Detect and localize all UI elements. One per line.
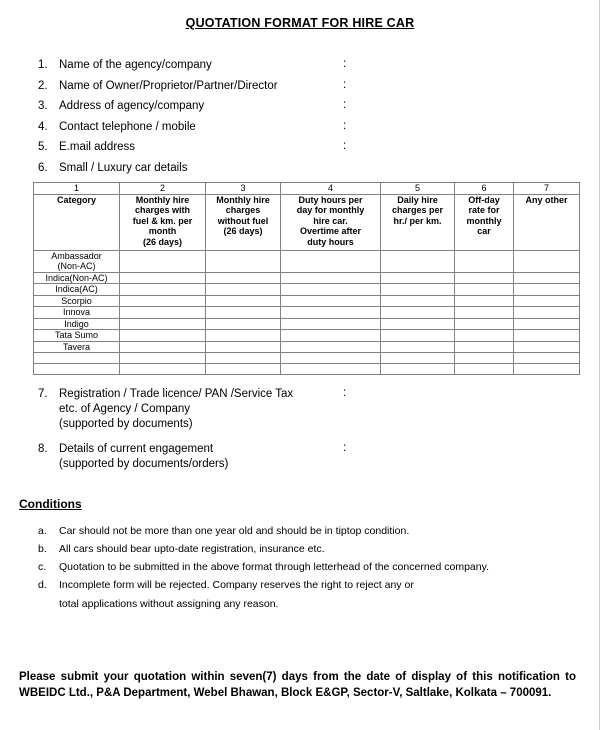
header-line: Overtime after (299, 226, 362, 236)
table-cell[interactable] (281, 272, 381, 284)
header-line: duty hours (307, 236, 354, 247)
item-colon: : (343, 79, 347, 91)
table-cell[interactable] (514, 295, 580, 307)
table-cell[interactable] (455, 284, 514, 296)
table-cell[interactable] (120, 318, 206, 330)
row-category: Indica(Non-AC) (34, 272, 120, 284)
table-cell[interactable] (206, 318, 281, 330)
header-line: Category (56, 194, 96, 205)
table-cell[interactable] (381, 307, 455, 319)
item-number: 6. (38, 162, 48, 174)
table-cell[interactable] (281, 318, 381, 330)
header-line: month (148, 226, 177, 236)
table-cell[interactable] (281, 353, 381, 364)
item-label: Address of agency/company (59, 100, 205, 112)
table-cell[interactable] (381, 250, 455, 272)
item-colon: : (343, 140, 347, 152)
item-colon: : (343, 387, 347, 399)
row-category: Tata Sumo (34, 330, 120, 342)
item-colon: : (343, 58, 347, 70)
column-number: 2 (120, 183, 206, 195)
row-category (34, 250, 120, 272)
table-row (34, 284, 580, 296)
item-colon: : (343, 442, 347, 454)
item-number: 1. (38, 59, 48, 71)
item-label-line: (supported by documents) (59, 418, 193, 430)
item-label-block (59, 387, 293, 432)
header-line: Duty hours per (298, 194, 363, 205)
table-cell[interactable] (381, 295, 455, 307)
table-cell[interactable] (120, 250, 206, 272)
table-cell[interactable] (206, 353, 281, 364)
item-label: Name of Owner/Proprietor/Partner/Director (59, 80, 278, 92)
category-line: Ambassador (51, 250, 102, 261)
table-row (34, 250, 580, 272)
condition-text: Quotation to be submitted in the above format through letterhead of the concerned company. (59, 561, 489, 573)
table-cell[interactable] (514, 250, 580, 272)
header-line: (26 days) (142, 236, 183, 247)
table-cell[interactable] (120, 284, 206, 296)
header-line: fuel & km. per (132, 215, 193, 226)
header-line: charges with (134, 205, 190, 215)
table-row (34, 307, 580, 319)
table-cell[interactable] (206, 330, 281, 342)
header-line: day for monthly (296, 205, 365, 215)
table-cell[interactable] (381, 341, 455, 353)
table-cell[interactable] (514, 272, 580, 284)
condition-text: Incomplete form will be rejected. Company reserves the right to reject any or (59, 579, 414, 591)
table-cell[interactable] (514, 330, 580, 342)
table-cell[interactable] (206, 295, 281, 307)
car-details-table (33, 182, 580, 375)
page-title: QUOTATION FORMAT FOR HIRE CAR (185, 16, 415, 30)
condition-text: Car should not be more than one year old and should be in tiptop condition. (59, 525, 410, 537)
table-cell[interactable] (120, 364, 206, 375)
conditions-heading: Conditions (19, 497, 82, 511)
row-category[interactable] (34, 364, 120, 375)
table-cell[interactable] (455, 364, 514, 375)
header-duty-hours (281, 194, 381, 250)
row-category: Indigo (34, 318, 120, 330)
table-row (34, 330, 580, 342)
header-line: Daily hire (397, 194, 438, 205)
table-cell[interactable] (455, 250, 514, 272)
table-cell[interactable] (206, 284, 281, 296)
table-cell[interactable] (206, 341, 281, 353)
header-line: Monthly hire (216, 194, 270, 205)
table-cell[interactable] (120, 330, 206, 342)
table-cell[interactable] (281, 295, 381, 307)
table-cell[interactable] (381, 330, 455, 342)
column-number: 7 (514, 183, 580, 195)
table-cell[interactable] (281, 364, 381, 375)
header-monthly-with-fuel (120, 194, 206, 250)
column-number: 1 (34, 183, 120, 195)
table-cell[interactable] (455, 318, 514, 330)
table-cell[interactable] (514, 307, 580, 319)
table-cell[interactable] (455, 353, 514, 364)
condition-text: total applications without assigning any reason. (59, 598, 279, 610)
header-line: hr./ per km. (393, 215, 442, 226)
submission-notice: Please submit your quotation within seven(7) days from the date of display of this notification to WBEIDC Ltd., P&A Department, Webel Bhawan, Block E&GP, Sector-V, Saltlake, Kolkata – 700091. (19, 671, 576, 699)
item-label: Small / Luxury car details (59, 162, 188, 174)
row-category: Tavera (34, 341, 120, 353)
table-cell[interactable] (381, 284, 455, 296)
item-number: 7. (38, 388, 48, 400)
item-number: 2. (38, 80, 48, 92)
header-daily-hire (381, 194, 455, 250)
table-row (34, 353, 580, 364)
table-cell[interactable] (281, 330, 381, 342)
header-line: monthly (466, 215, 502, 226)
header-line: car (477, 226, 491, 236)
item-label-line: etc. of Agency / Company (59, 403, 191, 415)
table-cell[interactable] (455, 341, 514, 353)
table-cell[interactable] (120, 272, 206, 284)
category-line: (Non-AC) (57, 261, 96, 271)
table-cell[interactable] (120, 353, 206, 364)
condition-letter: c. (38, 561, 47, 573)
column-number: 3 (206, 183, 281, 195)
item-colon: : (343, 120, 347, 132)
condition-letter: b. (38, 543, 47, 555)
table-cell[interactable] (120, 307, 206, 319)
item-label-block (59, 442, 228, 472)
condition-letter: a. (38, 525, 47, 537)
header-line: hire car. (313, 215, 348, 226)
header-off-day-rate (455, 194, 514, 250)
table-cell[interactable] (455, 295, 514, 307)
condition-letter: d. (38, 579, 47, 591)
table-cell[interactable] (281, 250, 381, 272)
table-cell[interactable] (514, 318, 580, 330)
table-cell[interactable] (381, 353, 455, 364)
table-cell[interactable] (455, 307, 514, 319)
header-line: Any other (525, 194, 568, 205)
table-cell[interactable] (281, 284, 381, 296)
column-number: 4 (281, 183, 381, 195)
table-row (34, 364, 580, 375)
item-label-line: (supported by documents/orders) (59, 458, 229, 470)
item-label: Name of the agency/company (59, 59, 212, 71)
table-row (34, 341, 580, 353)
row-category: Innova (34, 307, 120, 319)
header-line: without fuel (217, 215, 269, 226)
table-row (34, 295, 580, 307)
header-line: rate for (468, 205, 500, 215)
header-any-other (514, 194, 580, 250)
header-line: (26 days) (223, 226, 263, 236)
table-row (34, 318, 580, 330)
item-label-line: Details of current engagement (59, 443, 214, 455)
item-colon: : (343, 99, 347, 111)
table-cell[interactable] (514, 364, 580, 375)
row-category: Indica(AC) (34, 284, 120, 296)
item-label-line: Registration / Trade licence/ PAN /Service Tax (59, 388, 294, 400)
table-cell[interactable] (206, 272, 281, 284)
table-cell[interactable] (281, 307, 381, 319)
table-cell[interactable] (206, 364, 281, 375)
column-header-row (34, 194, 580, 250)
column-number-row (34, 183, 580, 195)
condition-text: All cars should bear upto-date registration, insurance etc. (59, 543, 325, 555)
table-cell[interactable] (381, 318, 455, 330)
item-number: 8. (38, 443, 48, 455)
header-line: Off-day (468, 194, 500, 205)
header-line: charges per (391, 205, 444, 215)
table-cell[interactable] (455, 330, 514, 342)
table-cell[interactable] (514, 353, 580, 364)
item-number: 5. (38, 141, 48, 153)
row-category[interactable] (34, 353, 120, 364)
table-cell[interactable] (381, 364, 455, 375)
column-number: 5 (381, 183, 455, 195)
header-line: Monthly hire (135, 194, 190, 205)
header-monthly-without-fuel (206, 194, 281, 250)
table-cell[interactable] (206, 307, 281, 319)
table-row (34, 272, 580, 284)
item-label: E.mail address (59, 141, 136, 153)
item-number: 4. (38, 121, 48, 133)
column-number: 6 (455, 183, 514, 195)
table-cell[interactable] (206, 250, 281, 272)
header-line: charges (225, 205, 261, 215)
table-cell[interactable] (120, 295, 206, 307)
table-cell[interactable] (120, 341, 206, 353)
table-cell[interactable] (281, 341, 381, 353)
header-category (34, 194, 120, 250)
table-cell[interactable] (514, 341, 580, 353)
table-cell[interactable] (514, 284, 580, 296)
table-cell[interactable] (455, 272, 514, 284)
item-label: Contact telephone / mobile (59, 121, 196, 133)
row-category: Scorpio (34, 295, 120, 307)
item-number: 3. (38, 100, 48, 112)
table-cell[interactable] (381, 272, 455, 284)
